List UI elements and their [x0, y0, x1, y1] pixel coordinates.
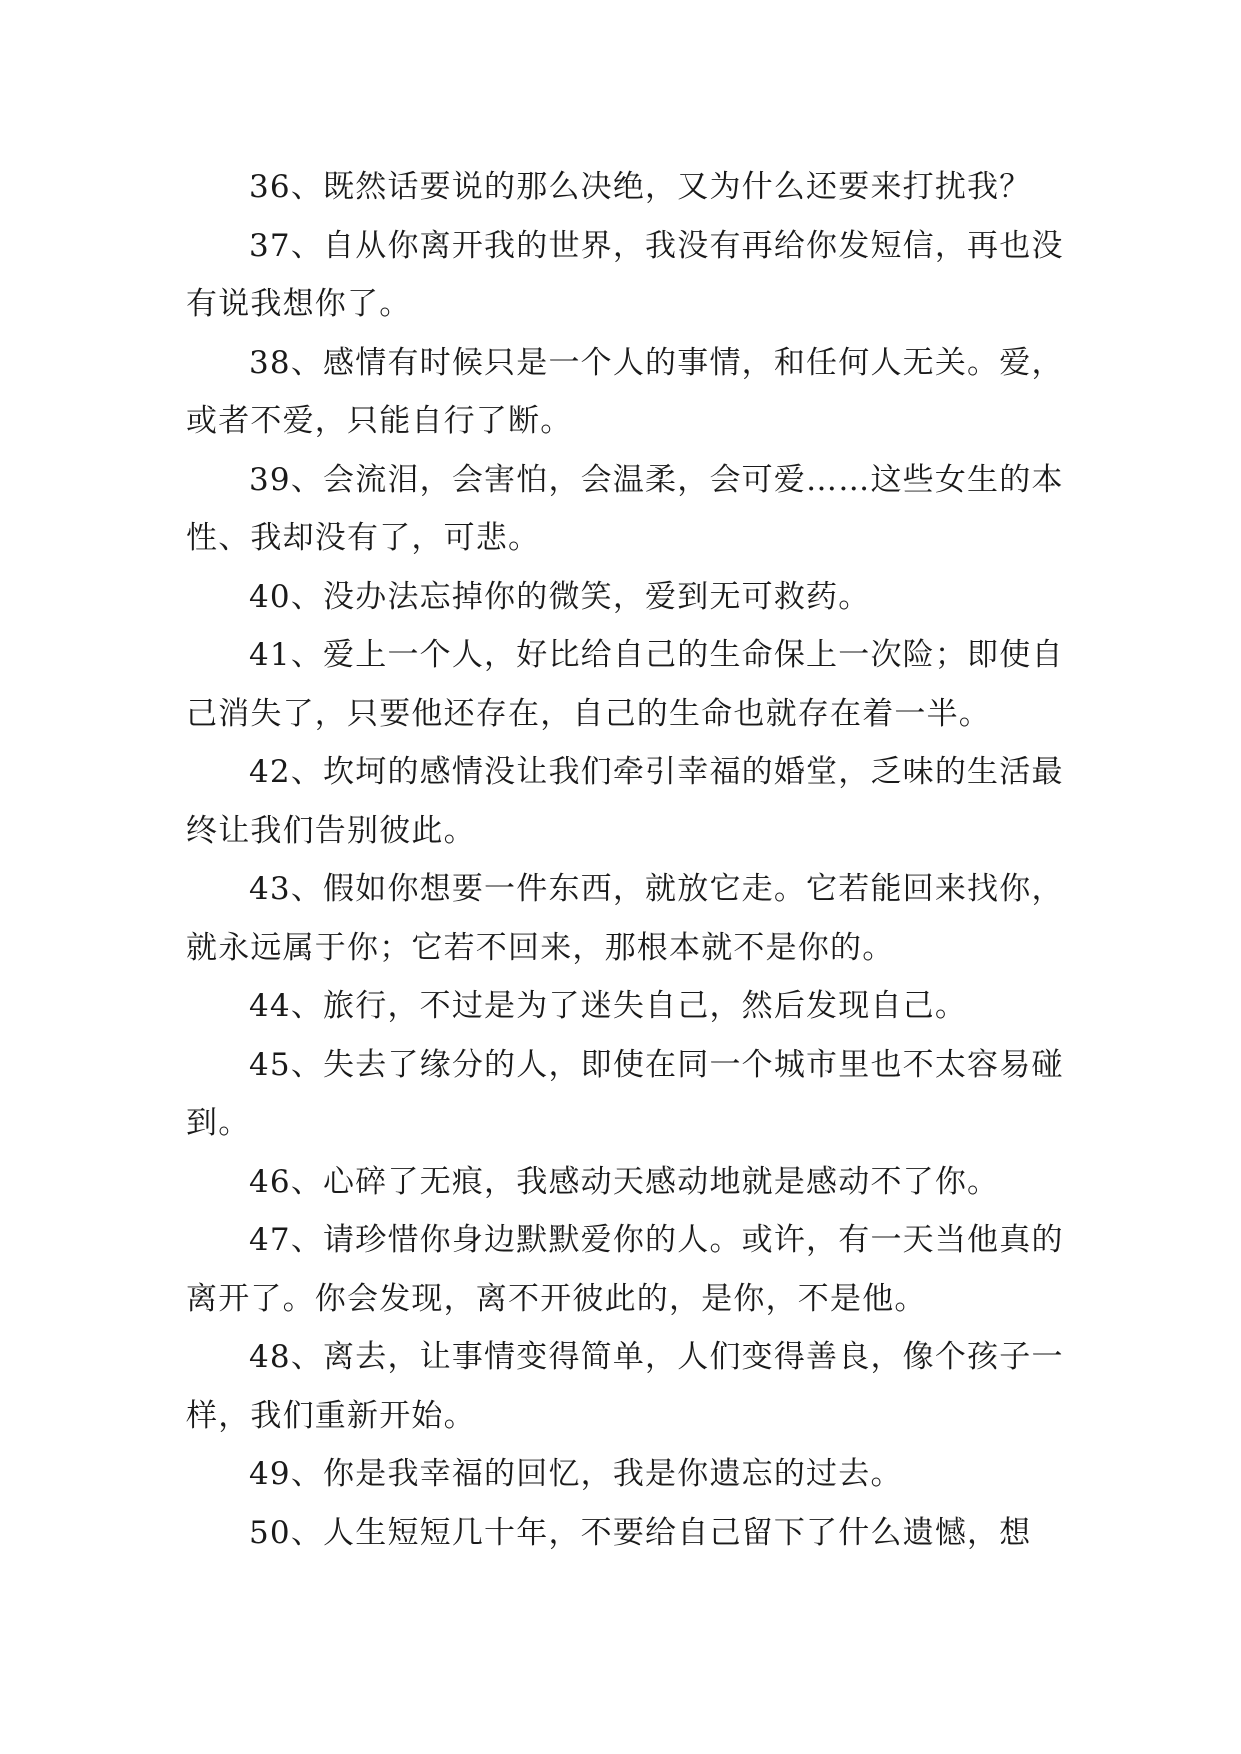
paragraph-42: 42、坎坷的感情没让我们牵引幸福的婚堂，乏味的生活最终让我们告别彼此。 [186, 754, 1064, 849]
document-body [186, 158, 1086, 1562]
paragraph-41: 41、爱上一个人，好比给自己的生命保上一次险；即使自己消失了，只要他还存在，自己的生命也就存在着一半。 [186, 637, 1064, 732]
paragraph-46: 46、心碎了无痕，我感动天感动地就是感动不了你。 [249, 1163, 1000, 1200]
paragraph-40: 40、没办法忘掉你的微笑，爱到无可救药。 [249, 578, 871, 615]
paragraph-36: 36、既然话要说的那么决绝，又为什么还要来打扰我？ [249, 169, 1032, 205]
paragraph-48: 48、离去，让事情变得简单，人们变得善良，像个孩子一样，我们重新开始。 [186, 1339, 1064, 1434]
paragraph-37: 37、自从你离开我的世界，我没有再给你发短信，再也没有说我想你了。 [186, 227, 1064, 322]
paragraph-39: 39、会流泪，会害怕，会温柔，会可爱……这些女生的本性、我却没有了，可悲。 [186, 461, 1064, 556]
paragraph-43: 43、假如你想要一件东西，就放它走。它若能回来找你，就永远属于你；它若不回来，那根本就不是你的。 [186, 871, 1064, 966]
paragraph-44: 44、旅行，不过是为了迷失自己，然后发现自己。 [249, 988, 968, 1024]
paragraph-45: 45、失去了缘分的人，即使在同一个城市里也不太容易碰到。 [186, 1046, 1064, 1141]
paragraph-47: 47、请珍惜你身边默默爱你的人。或许，有一天当他真的离开了。你会发现，离不开彼此的，是你，不是他。 [186, 1222, 1064, 1317]
paragraph-49: 49、你是我幸福的回忆，我是你遗忘的过去。 [249, 1456, 903, 1492]
paragraph-50: 50、人生短短几十年，不要给自己留下了什么遗憾，想 [249, 1514, 1032, 1551]
paragraph-38: 38、感情有时候只是一个人的事情，和任何人无关。爱，或者不爱，只能自行了断。 [186, 344, 1064, 439]
